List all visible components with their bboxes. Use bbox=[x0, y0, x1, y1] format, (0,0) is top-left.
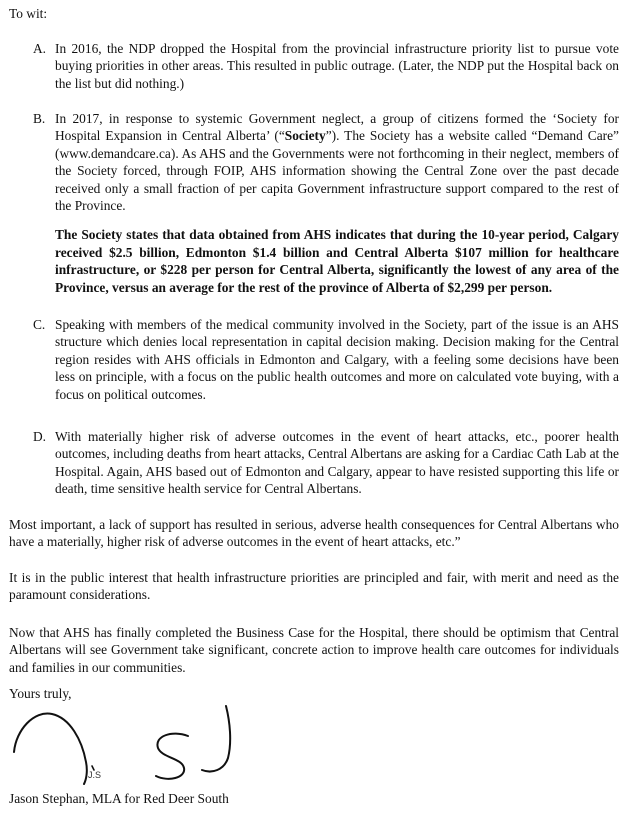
list-item-text: Speaking with members of the medical community involved in the Society, part of the issue is an AHS structure which denies local representation in capital decision making. Decision making for the Central region resides with AHS officials in Edmonton and Calgary, with a feeling some decisions have been less on principle, with a focus on the public health outcomes and more on calculated vote buying, with a focus on political outcomes. bbox=[55, 317, 619, 402]
paragraph-most-important: Most important, a lack of support has resulted in serious, adverse health consequences for Central Albertans who have a materially, higher risk of adverse outcomes in the event of heart attacks, etc.” bbox=[9, 517, 619, 550]
list-item-text bbox=[55, 110, 619, 296]
list-item-b bbox=[33, 110, 619, 296]
funding-statement: The Society states that data obtained from AHS indicates that during the 10-year period, Calgary received $2.5 billion, Edmonton $1.4 billion and Central Alberta $107 million for healthcare infrastructure, or $228 per person for Central Alberta, significantly the lowest of any area of the Province, versus an average for the rest of the province of Alberta of $2,299 per person. bbox=[55, 227, 619, 295]
list-item-label: C. bbox=[33, 317, 46, 332]
list-item-c bbox=[33, 316, 619, 403]
paragraph-public-interest: It is in the public interest that health infrastructure priorities are principled and fair, with merit and need as the paramount considerations. bbox=[9, 570, 619, 603]
list-item-text: With materially higher risk of adverse outcomes in the event of heart attacks, etc., poorer health outcomes, including deaths from heart attacks, Central Albertans are asking for a Cardiac Cath Lab at the Hospital. Again, AHS based out of Edmonton and Calgary, appear to have resisted supporting this life or death, time sensitive health service for Central Albertans. bbox=[55, 429, 619, 497]
list-item-label: D. bbox=[33, 429, 47, 444]
list-item-text: In 2016, the NDP dropped the Hospital from the provincial infrastructure priority list to pursue vote buying priorities in other areas. This resulted in public outrage. (Later, the NDP put the Hospital back on the list but did nothing.) bbox=[55, 41, 619, 91]
paragraph-business-case: Now that AHS has finally completed the Business Case for the Hospital, there should be optimism that Central Albertans will see Government take significant, concrete action to improve health care outcomes for individuals and families in our communities. bbox=[9, 625, 619, 675]
society-term: Society bbox=[284, 128, 326, 144]
closing: Yours truly, bbox=[9, 686, 72, 701]
list-item-d bbox=[33, 428, 619, 498]
signer-name: Jason Stephan, MLA for Red Deer South bbox=[9, 791, 229, 806]
list-item-label: B. bbox=[33, 111, 46, 126]
signature-initials: J.S bbox=[88, 770, 102, 780]
list-item-label: A. bbox=[33, 41, 47, 56]
signature bbox=[0, 700, 300, 790]
salutation: To wit: bbox=[9, 6, 48, 21]
signature-drawing bbox=[0, 700, 300, 790]
list-item-a bbox=[33, 40, 619, 92]
society-paragraph: In 2017, in response to systemic Government neglect, a group of citizens formed the ‘Society for Hospital Expansion in Central Alberta’ (“Society”). The Society has a website called “Demand Care” (www.demandcare.ca). As AHS and the Governments were not forthcoming in their neglect, members of the Society forced, through FOIP, AHS information showing the Central Zone over the past decade received only a small fraction of per capita Government infrastructure support compared to the rest of the Province. bbox=[55, 111, 619, 214]
